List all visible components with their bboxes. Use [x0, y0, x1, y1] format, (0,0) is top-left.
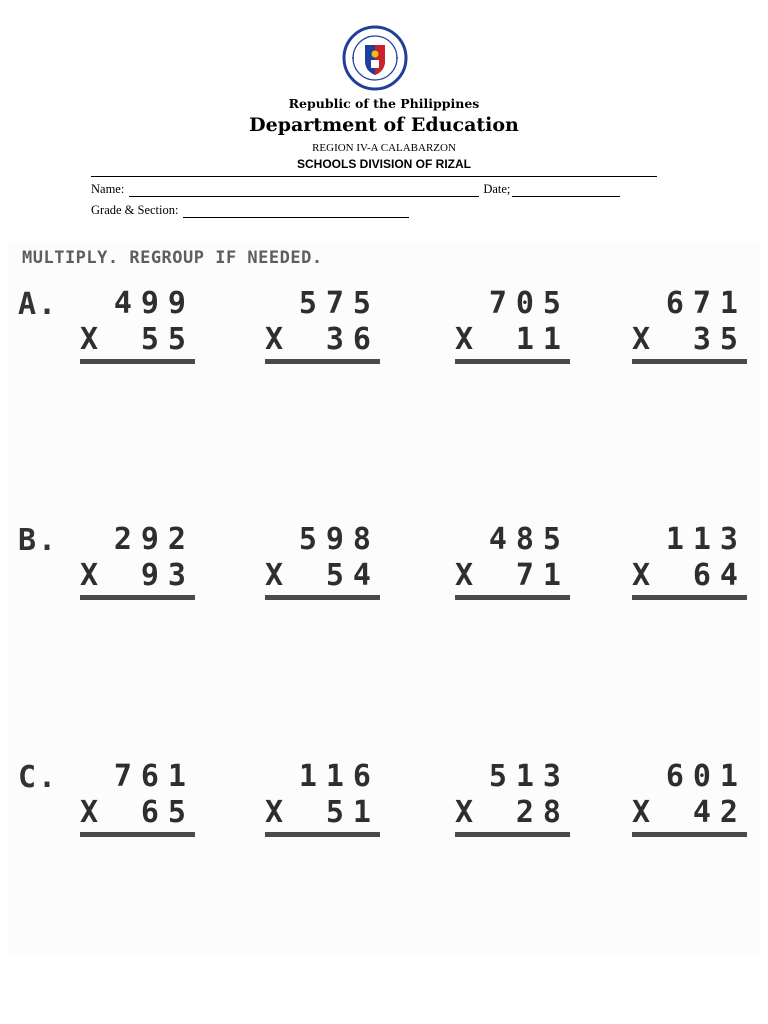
multiplier: 51 [325, 795, 380, 830]
answer-line [632, 595, 747, 600]
multiplier: 71 [515, 558, 570, 593]
multiplicand: 601 [665, 759, 747, 794]
times-sign: X [632, 558, 651, 593]
multiplicand: 485 [488, 522, 570, 557]
times-sign: X [265, 795, 284, 830]
problem-c1 [80, 760, 195, 840]
multiplier: 42 [692, 795, 747, 830]
row-label-c: C. [18, 760, 59, 795]
multiplier: 65 [140, 795, 195, 830]
multiplicand: 499 [113, 286, 195, 321]
answer-line [455, 832, 570, 837]
region-heading: REGION IV-A CALABARZON [312, 142, 456, 154]
problem-c2 [265, 760, 380, 840]
division-heading: SCHOOLS DIVISION OF RIZAL [296, 157, 471, 171]
problem-b1 [80, 523, 195, 603]
answer-line [265, 832, 380, 837]
times-sign: X [80, 795, 99, 830]
multiplier: 28 [515, 795, 570, 830]
problem-b4 [632, 523, 747, 603]
multiplicand: 761 [113, 759, 195, 794]
answer-line [632, 359, 747, 364]
republic-heading: Republic of the Philippines [288, 96, 480, 111]
multiplicand: 671 [665, 286, 747, 321]
times-sign: X [80, 558, 99, 593]
multiplicand: 513 [488, 759, 570, 794]
multiplier: 36 [325, 322, 380, 357]
times-sign: X [632, 322, 651, 357]
multiplicand: 113 [665, 522, 747, 557]
problem-a2 [265, 287, 380, 367]
answer-line [455, 359, 570, 364]
times-sign: X [455, 795, 474, 830]
multiplier: 11 [515, 322, 570, 357]
header-divider [91, 176, 657, 177]
times-sign: X [632, 795, 651, 830]
date-blank[interactable] [512, 184, 620, 197]
grade-section-row [91, 203, 409, 218]
answer-line [455, 595, 570, 600]
multiplier: 93 [140, 558, 195, 593]
answer-line [80, 595, 195, 600]
answer-line [80, 832, 195, 837]
row-label-a: A. [18, 287, 59, 322]
answer-line [80, 359, 195, 364]
answer-line [265, 359, 380, 364]
problem-b3 [455, 523, 570, 603]
times-sign: X [265, 322, 284, 357]
answer-line [632, 832, 747, 837]
times-sign: X [80, 322, 99, 357]
multiplier: 55 [140, 322, 195, 357]
multiplier: 35 [692, 322, 747, 357]
row-label-b: B. [18, 523, 59, 558]
times-sign: X [265, 558, 284, 593]
multiplier: 54 [325, 558, 380, 593]
grade-section-blank[interactable] [183, 205, 409, 218]
problem-a1 [80, 287, 195, 367]
instruction-text: MULTIPLY. REGROUP IF NEEDED. [22, 248, 323, 268]
multiplicand: 292 [113, 522, 195, 557]
multiplicand: 116 [298, 759, 380, 794]
multiplier: 64 [692, 558, 747, 593]
problem-c4 [632, 760, 747, 840]
grade-section-label: Grade & Section: [91, 203, 179, 217]
department-heading: Department of Education [249, 114, 519, 136]
problem-c3 [455, 760, 570, 840]
problem-a4 [632, 287, 747, 367]
name-date-row [91, 182, 620, 197]
deped-seal-logo [342, 25, 408, 91]
multiplicand: 705 [488, 286, 570, 321]
times-sign: X [455, 558, 474, 593]
date-label: Date; [483, 182, 511, 196]
problem-b2 [265, 523, 380, 603]
name-blank[interactable] [129, 184, 479, 197]
problem-a3 [455, 287, 570, 367]
name-label: Name: [91, 182, 125, 196]
multiplicand: 598 [298, 522, 380, 557]
times-sign: X [455, 322, 474, 357]
answer-line [265, 595, 380, 600]
multiplicand: 575 [298, 286, 380, 321]
